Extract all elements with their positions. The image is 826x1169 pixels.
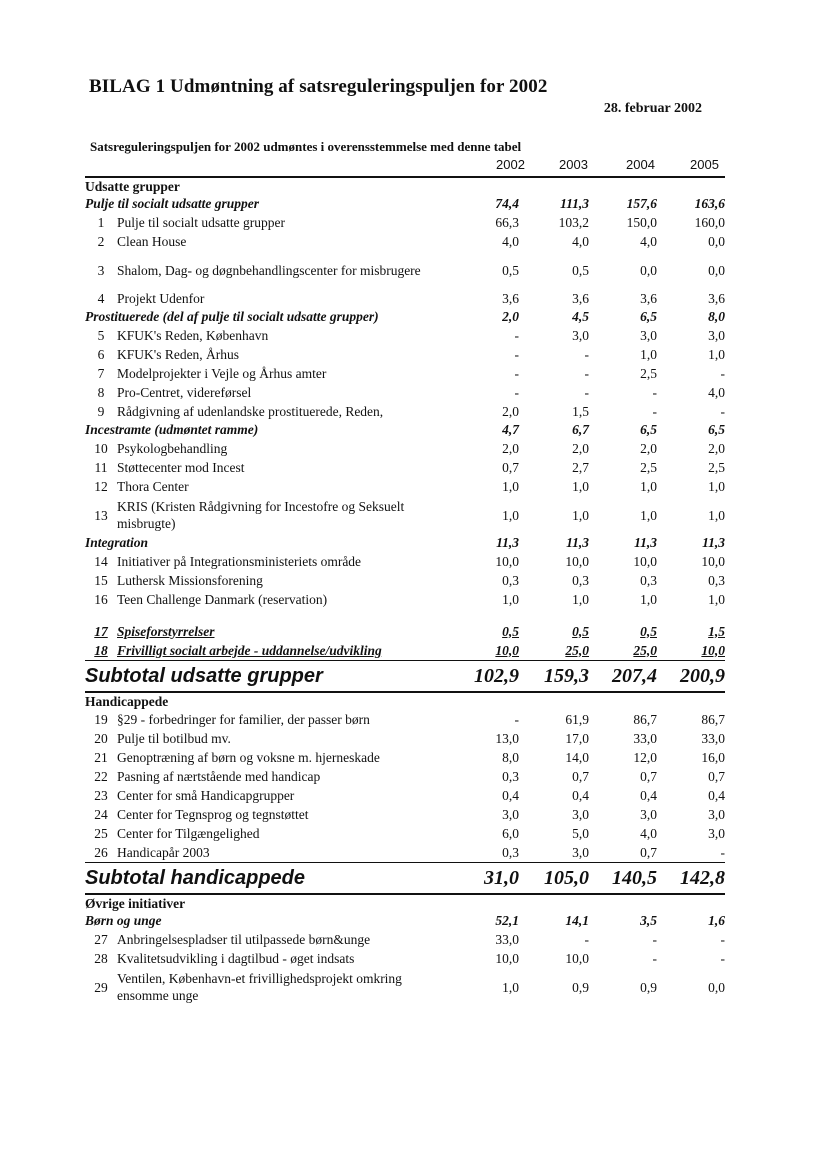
subtotal-value: 142,8 [657, 863, 725, 895]
table-row [85, 590, 725, 609]
row-value: 0,3 [640, 572, 657, 588]
table-row [85, 968, 725, 1006]
table-row [85, 729, 725, 748]
category-value: 2,0 [502, 309, 519, 324]
row-value: - [514, 711, 519, 727]
row-number: 17 [94, 623, 108, 639]
row-value: 0,5 [572, 623, 589, 639]
row-value: 10,0 [565, 950, 589, 966]
category-value: 11,3 [566, 535, 589, 550]
row-value: 0,4 [640, 787, 657, 803]
row-value: 1,0 [708, 478, 725, 494]
row-label: Clean House [117, 233, 187, 249]
subtotal-label: Subtotal udsatte grupper [85, 661, 455, 693]
row-value: 1,0 [572, 478, 589, 494]
row-label: Støttecenter mod Incest [117, 459, 245, 475]
row-value: 2,5 [640, 459, 657, 475]
row-value: 16,0 [701, 749, 725, 765]
table-row [85, 805, 725, 824]
row-value: 33,0 [701, 730, 725, 746]
row-value: - [514, 384, 519, 400]
row-value: 3,0 [572, 806, 589, 822]
row-value: 14,0 [565, 749, 589, 765]
row-label: Anbringelsespladser til utilpassede børn&unge [117, 931, 371, 947]
table-row [85, 552, 725, 571]
row-value: 3,6 [502, 290, 519, 306]
row-value: 0,3 [502, 768, 519, 784]
row-label: Shalom, Dag- og døgnbehandlingscenter for misbrugere [117, 262, 421, 278]
category-value: 6,7 [572, 422, 589, 437]
table-row [85, 824, 725, 843]
category-value: 4,5 [572, 309, 589, 324]
row-value: 25,0 [565, 642, 589, 658]
subtotal-value: 200,9 [657, 661, 725, 693]
row-value: 0,5 [502, 623, 519, 639]
row-value: 3,6 [640, 290, 657, 306]
row-number: 23 [94, 787, 108, 803]
row-value: 13,0 [495, 730, 519, 746]
row-value: 10,0 [633, 553, 657, 569]
table-row [85, 843, 725, 863]
row-value: 86,7 [633, 711, 657, 727]
row-value: 4,0 [572, 233, 589, 249]
table-row [85, 213, 725, 232]
row-number: 21 [94, 749, 108, 765]
row-value: - [720, 931, 725, 947]
subtotal-value: 159,3 [519, 661, 589, 693]
row-value: 10,0 [495, 642, 519, 658]
category-value: 4,7 [502, 422, 519, 437]
table-row [85, 439, 725, 458]
row-value: 0,7 [708, 768, 725, 784]
row-value: - [720, 403, 725, 419]
category-row [85, 534, 725, 552]
category-value: 3,5 [640, 913, 657, 928]
row-label: Luthersk Missionsforening [117, 572, 263, 588]
spacer-cell [85, 609, 725, 622]
row-value: - [584, 384, 589, 400]
row-value: 2,0 [708, 440, 725, 456]
category-value: 6,5 [708, 422, 725, 437]
table-row [85, 949, 725, 968]
subtotal-value: 105,0 [519, 863, 589, 895]
row-value: 2,0 [572, 440, 589, 456]
row-label: Spiseforstyrrelser [117, 623, 215, 639]
row-value: 3,6 [708, 290, 725, 306]
row-label: Genoptræning af børn og voksne m. hjerneskade [117, 749, 380, 765]
table-row [85, 251, 725, 289]
row-value: 6,0 [502, 825, 519, 841]
row-number: 1 [97, 214, 105, 230]
row-number: 28 [94, 950, 108, 966]
row-value: 103,2 [558, 214, 589, 230]
table-row [85, 383, 725, 402]
row-value: - [720, 365, 725, 381]
row-number: 8 [97, 384, 105, 400]
document-date: 28. februar 2002 [603, 101, 702, 116]
row-number: 24 [94, 806, 108, 822]
row-label: KRIS (Kristen Rådgivning for Incestofre og Seksuelt misbrugte) [117, 499, 405, 531]
category-value: 111,3 [560, 196, 589, 211]
row-value: 0,5 [502, 262, 519, 278]
row-value: 4,0 [640, 825, 657, 841]
row-number: 18 [94, 642, 108, 658]
category-row [85, 912, 725, 930]
row-label: Initiativer på Integrationsministeriets område [117, 553, 362, 569]
row-value: 61,9 [565, 711, 589, 727]
row-value: 0,0 [640, 262, 657, 278]
row-value: 2,5 [640, 365, 657, 381]
table-row [85, 402, 725, 421]
section-header-row [85, 894, 725, 912]
subtotal-value: 102,9 [455, 661, 519, 693]
row-number: 19 [94, 711, 108, 727]
row-value: 3,0 [708, 327, 725, 343]
row-label: Center for små Handicapgrupper [117, 787, 295, 803]
subtotal-value: 140,5 [589, 863, 657, 895]
row-label: Pulje til botilbud mv. [117, 730, 231, 746]
spacer-row [85, 609, 725, 622]
row-value: 10,0 [495, 553, 519, 569]
row-value: 4,0 [708, 384, 725, 400]
row-value: 3,0 [640, 327, 657, 343]
budget-table [85, 178, 725, 1006]
table-row [85, 477, 725, 496]
row-label: Modelprojekter i Vejle og Århus amter [117, 365, 327, 381]
row-number: 10 [94, 440, 108, 456]
subtotal-row [85, 863, 725, 895]
row-value: 1,0 [640, 507, 657, 523]
row-number: 7 [97, 365, 105, 381]
row-value: 1,0 [502, 507, 519, 523]
row-label: Handicapår 2003 [117, 844, 210, 860]
table-row [85, 930, 725, 949]
row-value: - [514, 346, 519, 362]
row-value: 160,0 [694, 214, 725, 230]
category-value: 11,3 [702, 535, 725, 550]
row-value: 66,3 [495, 214, 519, 230]
category-value: 6,5 [640, 422, 657, 437]
row-value: 2,0 [502, 440, 519, 456]
category-label: Prostituerede (del af pulje til socialt udsatte grupper) [85, 309, 379, 324]
row-number: 16 [94, 591, 108, 607]
category-label: Børn og unge [85, 913, 162, 928]
row-value: - [514, 327, 519, 343]
row-label: §29 - forbedringer for familier, der passer børn [117, 711, 370, 727]
row-value: 0,3 [572, 572, 589, 588]
table-row [85, 641, 725, 661]
row-label: Frivilligt socialt arbejde - uddannelse/udvikling [117, 642, 382, 658]
row-value: 3,0 [572, 327, 589, 343]
row-value: - [584, 346, 589, 362]
category-value: 74,4 [495, 196, 519, 211]
row-label: Teen Challenge Danmark (reservation) [117, 591, 328, 607]
table-row [85, 364, 725, 383]
table-intro: Satsreguleringspuljen for 2002 udmøntes i overensstemmelse med denne tabel [90, 139, 522, 154]
row-value: 33,0 [495, 931, 519, 947]
row-value: 1,0 [502, 979, 519, 995]
row-value: 0,3 [502, 572, 519, 588]
row-value: 2,0 [502, 403, 519, 419]
row-number: 4 [97, 290, 105, 306]
row-value: 0,4 [708, 787, 725, 803]
row-value: - [720, 844, 725, 860]
table-row [85, 748, 725, 767]
row-label: Pro-Centret, videreførsel [117, 384, 252, 400]
category-label: Pulje til socialt udsatte grupper [85, 196, 260, 211]
category-row [85, 195, 725, 213]
category-label: Incestramte (udmøntet ramme) [85, 422, 259, 437]
row-value: 0,4 [572, 787, 589, 803]
row-number: 3 [97, 262, 105, 278]
row-value: 17,0 [565, 730, 589, 746]
row-value: 0,7 [640, 844, 657, 860]
row-value: - [584, 931, 589, 947]
section-label: Udsatte grupper [85, 178, 180, 194]
year-header-2005: 2005 [690, 157, 719, 172]
row-label: Center for Tilgængelighed [117, 825, 260, 841]
row-number: 15 [94, 572, 108, 588]
row-value: 10,0 [701, 642, 725, 658]
row-value: 0,9 [572, 979, 589, 995]
category-value: 157,6 [626, 196, 657, 211]
row-value: 3,0 [708, 825, 725, 841]
row-value: 0,0 [708, 262, 725, 278]
year-header-2003: 2003 [559, 157, 588, 172]
row-value: 150,0 [626, 214, 657, 230]
row-value: 0,9 [640, 979, 657, 995]
row-number: 9 [97, 403, 105, 419]
table-row [85, 496, 725, 534]
row-value: 1,0 [572, 591, 589, 607]
row-number: 25 [94, 825, 108, 841]
category-row [85, 308, 725, 326]
row-number: 26 [94, 844, 108, 860]
row-value: - [652, 931, 657, 947]
row-value: 1,0 [502, 591, 519, 607]
row-value: 5,0 [572, 825, 589, 841]
row-value: 3,0 [708, 806, 725, 822]
category-value: 6,5 [640, 309, 657, 324]
row-value: 4,0 [640, 233, 657, 249]
table-row [85, 345, 725, 364]
section-label: Handicappede [85, 693, 169, 709]
row-label: Kvalitetsudvikling i dagtilbud - øget indsats [117, 950, 355, 966]
row-value: 0,7 [572, 768, 589, 784]
row-value: 3,0 [502, 806, 519, 822]
row-value: 1,0 [708, 591, 725, 607]
row-label: KFUK's Reden, Århus [117, 346, 240, 362]
section-header-row [85, 178, 725, 195]
row-number: 29 [94, 979, 108, 995]
category-value: 52,1 [495, 913, 519, 928]
row-label: Center for Tegnsprog og tegnstøttet [117, 806, 309, 822]
row-value: 1,5 [708, 623, 725, 639]
row-number: 20 [94, 730, 108, 746]
row-value: 0,5 [572, 262, 589, 278]
table-row [85, 289, 725, 308]
row-value: 3,0 [572, 844, 589, 860]
row-value: 0,4 [502, 787, 519, 803]
row-value: 1,5 [572, 403, 589, 419]
category-label: Integration [85, 535, 149, 550]
category-value: 11,3 [634, 535, 657, 550]
page-title: BILAG 1 Udmøntning af satsreguleringspuljen for 2002 [89, 76, 548, 97]
row-value: 86,7 [701, 711, 725, 727]
category-value: 14,1 [565, 913, 589, 928]
row-value: - [720, 950, 725, 966]
year-header-2002: 2002 [496, 157, 525, 172]
row-value: 0,5 [640, 623, 657, 639]
subtotal-label: Subtotal handicappede [85, 863, 455, 895]
row-value: - [514, 365, 519, 381]
category-row [85, 421, 725, 439]
row-number: 27 [94, 931, 108, 947]
table-row [85, 786, 725, 805]
row-label: Ventilen, København-et frivillighedsprojekt omkring ensomme unge [117, 971, 402, 1003]
row-label: Pulje til socialt udsatte grupper [117, 214, 285, 230]
row-value: 1,0 [640, 346, 657, 362]
year-header-row [85, 157, 725, 176]
row-value: - [584, 365, 589, 381]
row-number: 5 [97, 327, 105, 343]
table-row [85, 571, 725, 590]
row-number: 6 [97, 346, 105, 362]
budget-table-body [85, 178, 725, 1006]
row-value: 1,0 [708, 507, 725, 523]
row-number: 11 [94, 459, 108, 475]
row-value: 0,7 [502, 459, 519, 475]
category-value: 163,6 [694, 196, 725, 211]
category-value: 8,0 [708, 309, 725, 324]
row-value: 2,7 [572, 459, 589, 475]
row-value: 3,6 [572, 290, 589, 306]
table-row [85, 458, 725, 477]
row-value: 1,0 [572, 507, 589, 523]
row-value: 10,0 [565, 553, 589, 569]
category-value: 1,6 [708, 913, 725, 928]
row-value: 0,0 [708, 979, 725, 995]
row-value: 1,0 [502, 478, 519, 494]
row-value: 0,3 [708, 572, 725, 588]
row-value: 3,0 [640, 806, 657, 822]
row-number: 12 [94, 478, 108, 494]
subtotal-row [85, 661, 725, 693]
table-row [85, 326, 725, 345]
row-value: 8,0 [502, 749, 519, 765]
table-row [85, 622, 725, 641]
row-value: 33,0 [633, 730, 657, 746]
row-label: Thora Center [117, 478, 189, 494]
row-value: 2,0 [640, 440, 657, 456]
row-value: 12,0 [633, 749, 657, 765]
row-value: - [652, 384, 657, 400]
row-value: 2,5 [708, 459, 725, 475]
row-label: KFUK's Reden, København [117, 327, 269, 343]
table-row [85, 710, 725, 729]
row-number: 14 [94, 553, 108, 569]
row-label: Rådgivning af udenlandske prostituerede, Reden, [117, 403, 384, 419]
subtotal-value: 207,4 [589, 661, 657, 693]
row-value: 0,0 [708, 233, 725, 249]
category-value: 11,3 [496, 535, 519, 550]
row-value: 1,0 [708, 346, 725, 362]
row-value: 4,0 [502, 233, 519, 249]
row-label: Pasning af nærtstående med handicap [117, 768, 321, 784]
section-label: Øvrige initiativer [85, 895, 186, 911]
row-value: - [652, 950, 657, 966]
row-value: 10,0 [701, 553, 725, 569]
row-number: 22 [94, 768, 108, 784]
table-row [85, 232, 725, 251]
row-value: - [652, 403, 657, 419]
row-value: 0,7 [640, 768, 657, 784]
subtotal-value: 31,0 [455, 863, 519, 895]
row-number: 2 [97, 233, 105, 249]
row-value: 10,0 [495, 950, 519, 966]
year-header-2004: 2004 [626, 157, 655, 172]
row-value: 25,0 [633, 642, 657, 658]
row-number: 13 [94, 507, 108, 523]
row-label: Projekt Udenfor [117, 290, 205, 306]
table-row [85, 767, 725, 786]
row-value: 0,3 [502, 844, 519, 860]
section-header-row [85, 692, 725, 710]
row-value: 1,0 [640, 478, 657, 494]
row-label: Psykologbehandling [117, 440, 228, 456]
row-value: 1,0 [640, 591, 657, 607]
